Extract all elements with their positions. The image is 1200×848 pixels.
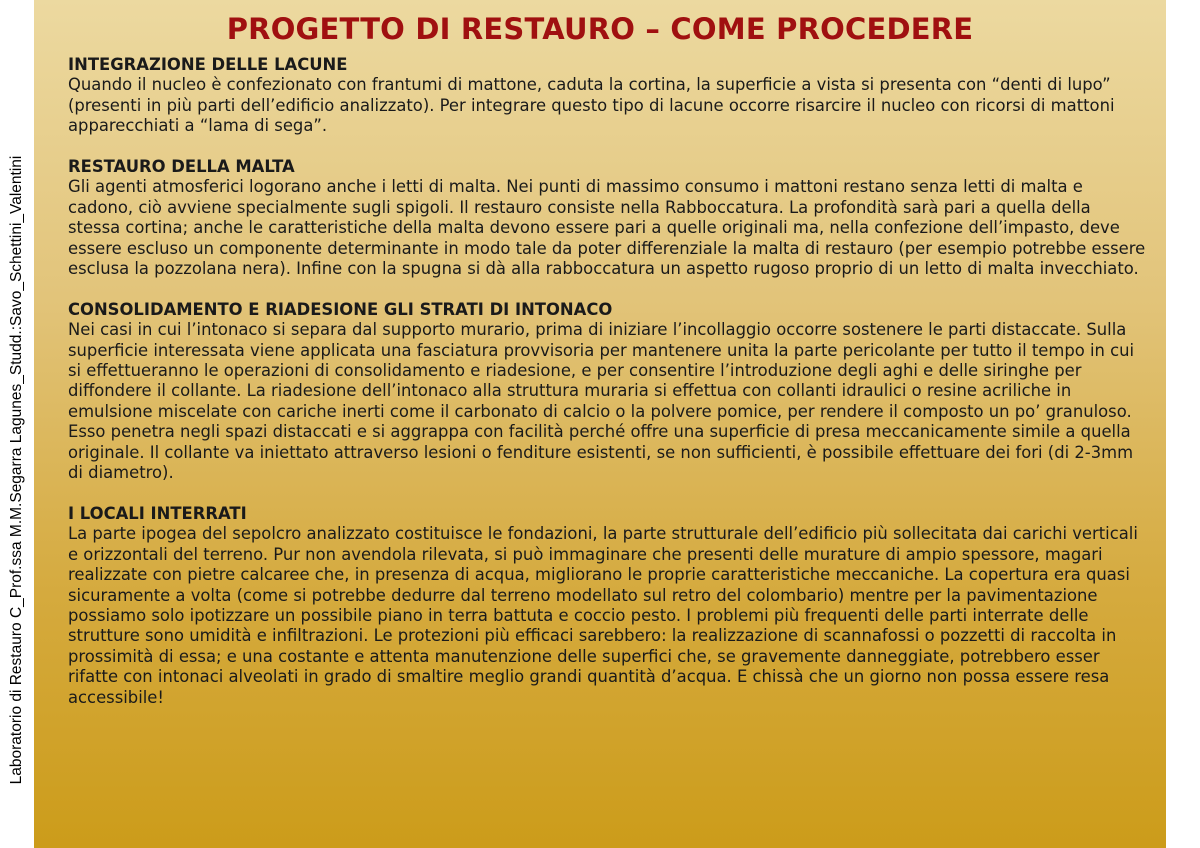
section-heading: CONSOLIDAMENTO E RIADESIONE GLI STRATI DI INTONACO xyxy=(68,299,613,319)
vertical-credit-text: Laboratorio di Restauro C_Prof.ssa M.M.Segarra Lagunes_Studd.:Savo_Schettini_Valentini xyxy=(8,155,25,785)
section-body: La parte ipogea del sepolcro analizzato costituisce le fondazioni, la parte strutturale dell’edificio più sollecitata dai carichi verticali e orizzontali del terreno. Pur non avendola rilevata, si può immaginare che presenti delle murature di ampio spessore, magari realizzate con pietre calcaree che, in presenza di acqua, migliorano le proprie caratteristiche meccaniche. La copertura era quasi sicuramente a volta (come si potrebbe dedurre dal terreno modellato sul retro del colombario) mentre per la pavimentazione possiamo solo ipotizzare un possibile piano in terra battuta e coccio pesto. I problemi più frequenti delle parti interrate delle strutture sono umidità e infiltrazioni. Le protezioni più efficaci sarebbero: la realizzazione di scannafossi o pozzetti di raccolta in prossimità di essa; e una costante e attenta manutenzione delle superfici che, se gravemente danneggiate, potrebbero esser rifatte con intonaci alveolati in grado di smaltire meglio grandi quantità d’acqua. E chissà che un giorno non possa essere resa accessibile! xyxy=(68,524,1138,707)
section-integrazione-lacune xyxy=(68,55,1148,137)
section-restauro-malta xyxy=(68,157,1148,279)
section-heading: INTEGRAZIONE DELLE LACUNE xyxy=(68,55,348,74)
page-title: PROGETTO DI RESTAURO – COME PROCEDERE xyxy=(226,12,974,46)
section-heading: RESTAURO DELLA MALTA xyxy=(68,157,295,177)
section-consolidamento-intonaco xyxy=(68,300,1148,484)
slide-content xyxy=(68,55,1148,728)
sidebar-caption xyxy=(0,0,34,848)
section-heading: I LOCALI INTERRATI xyxy=(68,503,247,523)
section-body: Nei casi in cui l’intonaco si separa dal supporto murario, prima di iniziare l’incollaggio occorre sostenere le parti distaccate. Sulla superficie interessata viene applicata una fasciatura provvisoria per mantenere unita la parte pericolante per tutto il tempo in cui si effettueranno le operazioni di consolidamento e riadesione, e per consentire l’introduzione degli aghi e delle siringhe per diffondere il collante. La riadesione dell’intonaco alla struttura muraria si effettua con collanti idraulici o resine acriliche in emulsione miscelate con cariche inerti come il carbonato di calcio o la polvere pomice, per rendere il composto un po’ granuloso. Esso penetra negli spazi distaccati e si aggrappa con facilità perché offre una superficie di presa meccanicamente simile a quella originale. Il collante va iniettato attraverso lesioni o fenditure esistenti, se non sufficienti, è possibile effettuare dei fori (di 2-3mm di diametro). xyxy=(68,320,1135,483)
section-body: Gli agenti atmosferici logorano anche i letti di malta. Nei punti di massimo consumo i mattoni restano senza letti di malta e cadono, ciò avviene specialmente sugli spigoli. Il restauro consiste nella Rabboccatura. La profondità sarà pari a quella della stessa cortina; anche le caratteristiche della malta devono essere pari a quelle originali ma, nella confezione dell’impasto, deve essere escluso un componente determinante in modo tale da poter differenziale la malta di restauro (per esempio potrebbe essere esclusa la pozzolana nera). Infine con la spugna si dà alla rabboccatura un aspetto rugoso proprio di un letto di malta invecchiato. xyxy=(68,177,1146,279)
right-margin xyxy=(1166,0,1200,848)
section-locali-interrati xyxy=(68,504,1148,708)
section-body: Quando il nucleo è confezionato con frantumi di mattone, caduta la cortina, la superficie a vista si presenta con “denti di lupo” (presenti in più parti dell’edificio analizzato). Per integrare questo tipo di lacune occorre risarcire il nucleo con ricorsi di mattoni apparecchiati a “lama di sega”. xyxy=(68,75,1115,136)
slide xyxy=(34,0,1166,848)
